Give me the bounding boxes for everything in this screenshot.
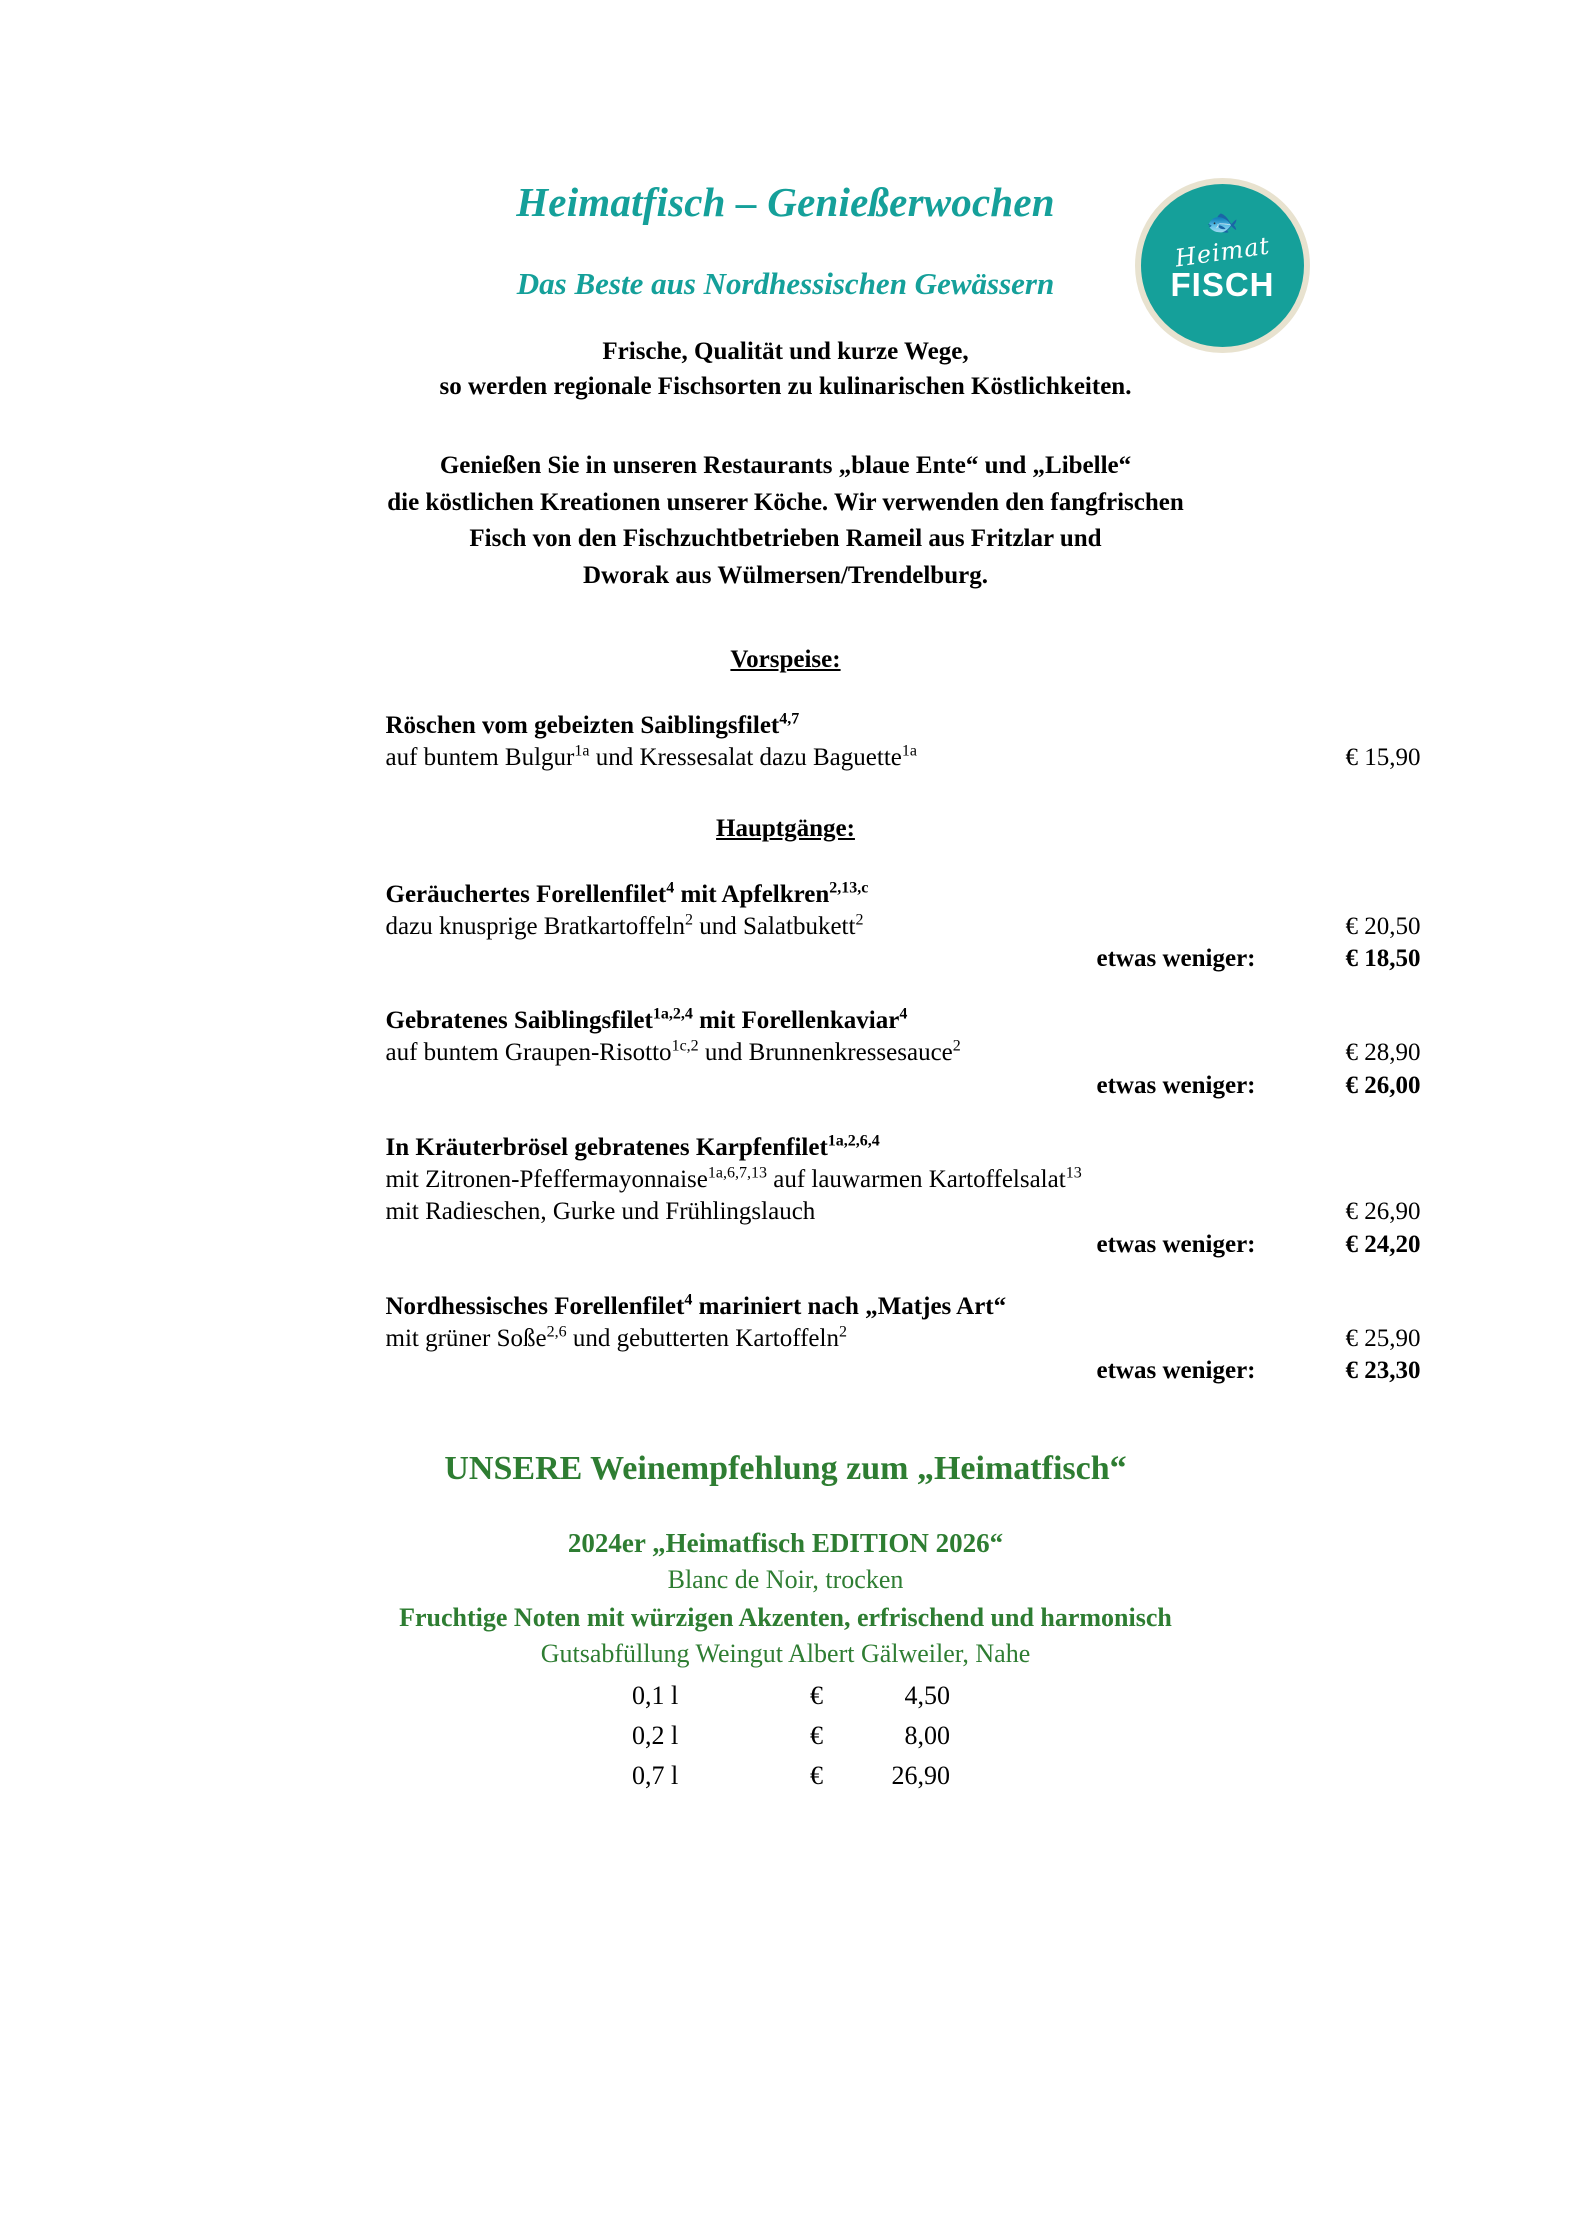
smaller-portion-label: etwas weniger: — [1096, 945, 1256, 973]
mains-list — [131, 879, 1441, 1388]
allergen-sup: 1a,6,7,13 — [707, 1164, 767, 1182]
dish-desc-text-a: dazu knusprige Bratkartoffeln — [385, 912, 685, 940]
wine-price-row — [0, 1681, 1571, 1721]
dish-price: € 20,50 — [1345, 912, 1421, 940]
dish-desc-text-b: und Brunnenkressesauce — [698, 1039, 953, 1067]
section-heading-mains: Hauptgänge: — [716, 814, 855, 842]
allergen-sup: 1a — [901, 742, 917, 760]
section-heading-starters: Vorspeise: — [730, 646, 841, 674]
smaller-portion-label: etwas weniger: — [1096, 1357, 1256, 1385]
dish-name — [386, 1132, 1441, 1164]
wine-price: 8,00 — [904, 1720, 950, 1750]
dish-description-line2 — [386, 1196, 1441, 1229]
starters-list — [131, 710, 1441, 775]
dish-name-text-b: mariniert nach „Matjes Art“ — [692, 1292, 1007, 1320]
dish-name-text-b: mit Apfelkren — [674, 880, 830, 908]
smaller-portion-label: etwas weniger: — [1096, 1230, 1256, 1258]
dish-name — [386, 879, 1441, 911]
dish-smaller-portion — [386, 943, 1441, 975]
dish-price: € 25,90 — [1345, 1324, 1421, 1352]
wine-amount: 0,7 l — [632, 1760, 679, 1790]
wine-price: 4,50 — [904, 1680, 950, 1710]
dish-desc-text-a: auf buntem Graupen-Risotto — [385, 1039, 672, 1067]
dish-name-text-a: Gebratenes Saiblingsfilet — [385, 1007, 653, 1035]
allergen-sup: 2 — [838, 1323, 847, 1341]
intro-line-4: die köstlichen Kreationen unserer Köche. Wir verwenden den fangfrischen — [387, 488, 1184, 516]
dish-name-text: Röschen vom gebeizten Saiblingsfilet — [385, 712, 780, 740]
allergen-sup: 1a,2,4 — [652, 1005, 693, 1023]
allergen-sup: 13 — [1065, 1164, 1082, 1182]
dish-desc-text-b: und Salatbukett — [692, 912, 856, 940]
dish-name — [386, 1291, 1441, 1323]
allergen-sup: 4 — [684, 1291, 693, 1309]
smaller-portion-price: € 23,30 — [1345, 1357, 1421, 1385]
intro-paragraph-2 — [0, 448, 1571, 594]
dish-desc-text-b: auf lauwarmen Kartoffelsalat — [766, 1165, 1066, 1193]
wine-currency: € — [810, 1720, 823, 1750]
wine-price-row — [0, 1721, 1571, 1761]
dish-desc-text-c: mit Radieschen, Gurke und Frühlingslauch — [385, 1198, 816, 1226]
allergen-sup: 2 — [855, 911, 864, 929]
heimatfisch-logo — [1135, 178, 1310, 353]
smaller-portion-label: etwas weniger: — [1096, 1071, 1256, 1099]
dish-price: € 15,90 — [1345, 744, 1421, 772]
menu-item — [386, 710, 1441, 775]
allergen-sup: 2,13,c — [829, 879, 869, 897]
dish-name — [386, 710, 1441, 742]
wine-price-list — [0, 1681, 1571, 1801]
wine-producer: Gutsabfüllung Weingut Albert Gälweiler, Nahe — [540, 1638, 1031, 1668]
menu-item — [386, 1005, 1441, 1102]
fish-icon: 🐟 — [1206, 208, 1239, 237]
dish-description — [386, 1164, 1441, 1197]
smaller-portion-price: € 24,20 — [1345, 1230, 1421, 1258]
dish-smaller-portion — [386, 1070, 1441, 1102]
dish-desc-text-a: auf buntem Bulgur — [385, 744, 575, 772]
menu-item — [386, 1132, 1441, 1261]
wine-price-row — [0, 1761, 1571, 1801]
allergen-sup: 1a — [574, 742, 590, 760]
wine-description: Fruchtige Noten mit würzigen Akzenten, erfrischend und harmonisch — [399, 1602, 1172, 1632]
logo-wordmark: FISCH — [1170, 266, 1275, 303]
wine-section-heading: UNSERE Weinempfehlung zum „Heimatfisch“ — [444, 1450, 1127, 1488]
dish-description — [386, 1323, 1441, 1356]
dish-desc-text-b: und gebutterten Kartoffeln — [566, 1324, 839, 1352]
page-subtitle: Das Beste aus Nordhessischen Gewässern — [516, 266, 1055, 302]
wine-amount: 0,2 l — [632, 1720, 679, 1750]
intro-line-1: Frische, Qualität und kurze Wege, — [602, 338, 969, 366]
wine-type: Blanc de Noir, trocken — [667, 1564, 904, 1594]
allergen-sup: 1c,2 — [671, 1037, 699, 1055]
dish-desc-text-a: mit grüner Soße — [385, 1324, 547, 1352]
dish-name — [386, 1005, 1441, 1037]
intro-line-2: so werden regionale Fischsorten zu kulinarischen Köstlichkeiten. — [439, 372, 1132, 400]
allergen-sup: 2,6 — [546, 1323, 567, 1341]
wine-price: 26,90 — [891, 1760, 950, 1790]
allergen-sup: 2 — [684, 911, 693, 929]
intro-line-3: Genießen Sie in unseren Restaurants „blaue Ente“ und „Libelle“ — [439, 452, 1132, 480]
wine-currency: € — [810, 1760, 823, 1790]
dish-name-text-a: Geräuchertes Forellenfilet — [385, 880, 667, 908]
dish-name-text-a: Nordhessisches Forellenfilet — [385, 1292, 685, 1320]
allergen-sup: 2 — [952, 1037, 961, 1055]
wine-name: 2024er „Heimatfisch EDITION 2026“ — [567, 1527, 1004, 1558]
dish-desc-text-a: mit Zitronen-Pfeffermayonnaise — [385, 1165, 708, 1193]
dish-name-text-b: mit Forellenkaviar — [692, 1007, 900, 1035]
dish-desc-text-b: und Kressesalat dazu Baguette — [589, 744, 902, 772]
logo-script-text: Heimat — [1173, 231, 1272, 273]
menu-item — [386, 1291, 1441, 1388]
allergen-sup: 4 — [899, 1005, 908, 1023]
allergen-sup: 4,7 — [779, 710, 800, 728]
dish-description — [386, 911, 1441, 944]
smaller-portion-price: € 18,50 — [1345, 945, 1421, 973]
wine-currency: € — [810, 1680, 823, 1710]
dish-price: € 28,90 — [1345, 1039, 1421, 1067]
menu-item — [386, 879, 1441, 976]
document-header — [0, 0, 1571, 301]
smaller-portion-price: € 26,00 — [1345, 1071, 1421, 1099]
allergen-sup: 1a,2,6,4 — [827, 1132, 880, 1150]
intro-line-5: Fisch von den Fischzuchtbetrieben Rameil aus Fritzlar und — [469, 525, 1102, 553]
dish-name-text-a: In Kräuterbrösel gebratenes Karpfenfilet — [385, 1133, 828, 1161]
dish-description — [386, 742, 1441, 775]
dish-description — [386, 1037, 1441, 1070]
intro-line-6: Dworak aus Wülmersen/Trendelburg. — [583, 561, 988, 589]
intro-paragraph-1 — [0, 335, 1571, 404]
wine-amount: 0,1 l — [632, 1680, 679, 1710]
page-title: Heimatfisch – Genießerwochen — [516, 179, 1055, 225]
dish-smaller-portion — [386, 1355, 1441, 1387]
dish-smaller-portion — [386, 1229, 1441, 1261]
dish-price: € 26,90 — [1345, 1198, 1421, 1226]
allergen-sup: 4 — [666, 879, 675, 897]
